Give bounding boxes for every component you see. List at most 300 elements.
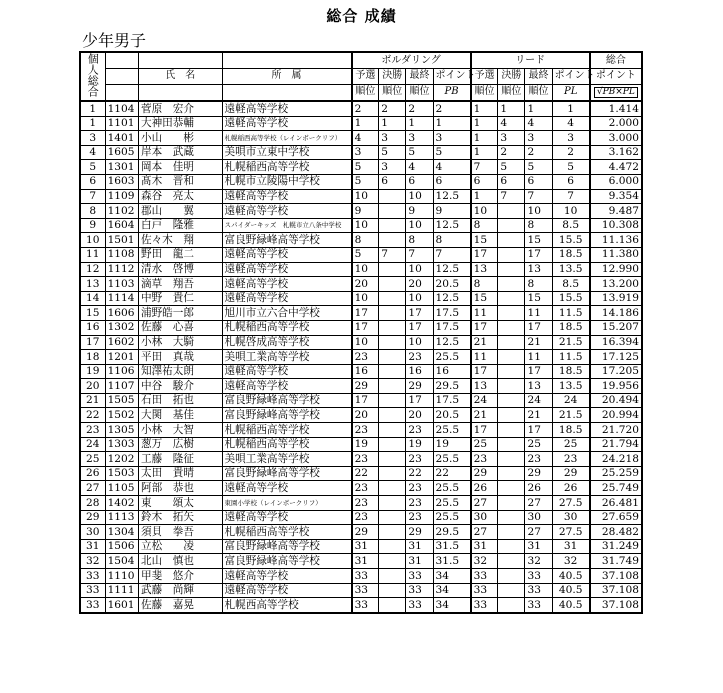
athlete-name-cell: 中野 貴仁 (138, 291, 222, 306)
overall-score-cell: 13.919 (590, 291, 642, 306)
table-row (80, 320, 642, 335)
l-last-cell: 21 (525, 335, 552, 350)
bib-cell: 1506 (105, 539, 138, 554)
l-qualifying-cell: 33 (471, 583, 498, 598)
b-qualifying-cell: 20 (352, 277, 379, 292)
b-qualifying-cell: 20 (352, 408, 379, 423)
b-qualifying-cell: 23 (352, 423, 379, 438)
athlete-name-cell: 野田 龍二 (138, 247, 222, 262)
affiliation-cell: 富良野緑峰高等学校 (222, 408, 352, 423)
b-qualifying-cell: 23 (352, 481, 379, 496)
b-point-cell: 29.5 (433, 379, 471, 394)
rank-cell: 28 (80, 496, 105, 511)
l-point-cell: 10 (552, 204, 590, 219)
header-row-1 (80, 52, 642, 69)
l-last-cell: 24 (525, 393, 552, 408)
l-final-cell (498, 598, 525, 613)
bib-cell: 1606 (105, 306, 138, 321)
l-last-cell: 13 (525, 262, 552, 277)
l-final-cell: 2 (498, 145, 525, 160)
overall-header: 総合 (590, 52, 642, 69)
b-final-cell (379, 335, 406, 350)
l-point-cell: 27.5 (552, 525, 590, 540)
b-point-cell: 12.5 (433, 218, 471, 233)
l-last-cell: 15 (525, 233, 552, 248)
athlete-name-cell: 平田 真哉 (138, 350, 222, 365)
affiliation-header: 所 属 (222, 69, 352, 85)
affiliation-cell: 美唄工業高等学校 (222, 350, 352, 365)
table-row (80, 306, 642, 321)
l-last-cell: 27 (525, 525, 552, 540)
l-point-cell: 26 (552, 481, 590, 496)
l-last-cell: 23 (525, 452, 552, 467)
overall-score-cell: 14.186 (590, 306, 642, 321)
affiliation-cell: 札幌西高等学校 (222, 598, 352, 613)
rank-cell: 32 (80, 554, 105, 569)
bib-cell: 1108 (105, 247, 138, 262)
affiliation-cell: 美唄市立東中学校 (222, 145, 352, 160)
l-point-cell: 31 (552, 539, 590, 554)
rank-cell: 9 (80, 218, 105, 233)
b-last-cell: 3 (406, 131, 433, 146)
table-row (80, 233, 642, 248)
l-qualifying-cell: 27 (471, 496, 498, 511)
l-final-cell (498, 291, 525, 306)
l-final-cell: 1 (498, 101, 525, 116)
bib-cell: 1601 (105, 598, 138, 613)
l-qualifying-cell: 13 (471, 262, 498, 277)
athlete-name-cell: 葱万 広樹 (138, 437, 222, 452)
bib-cell: 1109 (105, 189, 138, 204)
l-final-cell (498, 320, 525, 335)
b-qualifying-cell: 23 (352, 350, 379, 365)
l-final-cell (498, 277, 525, 292)
b-final-cell (379, 189, 406, 204)
l-point-cell: 13.5 (552, 379, 590, 394)
l-qualifying-cell: 31 (471, 539, 498, 554)
table-row (80, 101, 642, 116)
l-last-cell: 15 (525, 291, 552, 306)
affiliation-cell: 札幌稲西高等学校 (222, 320, 352, 335)
overall-score-cell: 31.749 (590, 554, 642, 569)
table-row (80, 247, 642, 262)
l-point-cell: 1 (552, 101, 590, 116)
l-last-cell: 17 (525, 320, 552, 335)
rank-cell: 15 (80, 306, 105, 321)
rank-cell: 33 (80, 569, 105, 584)
rank-cell: 1 (80, 116, 105, 131)
b-qualifying-cell: 3 (352, 145, 379, 160)
athlete-name-cell: 甲斐 悠介 (138, 569, 222, 584)
rank-cell: 29 (80, 510, 105, 525)
l-final-cell (498, 466, 525, 481)
rank-cell: 26 (80, 466, 105, 481)
category-heading: 少年男子 (82, 31, 147, 50)
l-qualifying-cell: 29 (471, 466, 498, 481)
b-point-cell: 5 (433, 145, 471, 160)
table-row (80, 598, 642, 613)
l-last-cell: 13 (525, 379, 552, 394)
b-last-cell: 33 (406, 598, 433, 613)
affiliation-cell: 遠軽高等学校 (222, 379, 352, 394)
l-point-cell: 8.5 (552, 218, 590, 233)
l-point-cell: 21.5 (552, 408, 590, 423)
bib-cell: 1302 (105, 320, 138, 335)
b-qualifying-cell: 4 (352, 131, 379, 146)
b-final-cell: 3 (379, 160, 406, 175)
l-final-cell: 6 (498, 174, 525, 189)
b-last-cell: 29 (406, 379, 433, 394)
athlete-name-cell: 浦野皓一郎 (138, 306, 222, 321)
b-qualifying-cell: 23 (352, 496, 379, 511)
table-row (80, 189, 642, 204)
l-final-cell: 4 (498, 116, 525, 131)
l-point-cell: 15.5 (552, 291, 590, 306)
b-final-cell: 3 (379, 131, 406, 146)
athlete-name-cell: 森谷 亮太 (138, 189, 222, 204)
b-qualifying-cell: 16 (352, 364, 379, 379)
b-point-cell: 25.5 (433, 496, 471, 511)
table-row (80, 379, 642, 394)
affiliation-cell: 札幌啓成高等学校 (222, 335, 352, 350)
l-qualifying-cell: 17 (471, 247, 498, 262)
b-qualifying-cell: 5 (352, 174, 379, 189)
rank-cell: 27 (80, 481, 105, 496)
l-qualifying-rank-header: 順位 (471, 84, 498, 101)
b-final-cell (379, 525, 406, 540)
b-final-rank-header: 順位 (379, 84, 406, 101)
b-last-cell: 10 (406, 335, 433, 350)
b-final-cell (379, 277, 406, 292)
b-point-cell: 25.5 (433, 510, 471, 525)
name-header: 氏 名 (138, 69, 222, 85)
bib-cell: 1202 (105, 452, 138, 467)
b-point-cell: 31.5 (433, 554, 471, 569)
b-qualifying-cell: 10 (352, 291, 379, 306)
b-qualifying-cell: 31 (352, 554, 379, 569)
bib-cell: 1502 (105, 408, 138, 423)
l-qualifying-cell: 8 (471, 218, 498, 233)
rank-cell: 25 (80, 452, 105, 467)
b-qualifying-rank-header: 順位 (352, 84, 379, 101)
b-last-cell: 23 (406, 481, 433, 496)
athlete-name-cell: 岡本 佳明 (138, 160, 222, 175)
affiliation-cell: 遠軽高等学校 (222, 277, 352, 292)
b-qualifying-cell: 29 (352, 525, 379, 540)
athlete-name-cell: 佐藤 嘉晃 (138, 598, 222, 613)
l-point-cell: 7 (552, 189, 590, 204)
rank-cell: 19 (80, 364, 105, 379)
affiliation-cell: 札幌市立陵陽中学校 (222, 174, 352, 189)
b-final-cell (379, 510, 406, 525)
table-row (80, 496, 642, 511)
bib-cell: 1504 (105, 554, 138, 569)
l-qualifying-cell: 11 (471, 350, 498, 365)
affiliation-cell: 東園小学校（レインボークリフ） (222, 496, 352, 511)
bib-cell: 1111 (105, 583, 138, 598)
b-qualifying-cell: 29 (352, 379, 379, 394)
l-last-cell: 17 (525, 423, 552, 438)
rank-cell: 18 (80, 350, 105, 365)
b-final-cell (379, 204, 406, 219)
b-point-cell: 2 (433, 101, 471, 116)
table-row (80, 437, 642, 452)
bib-cell: 1304 (105, 525, 138, 540)
l-point-cell: 4 (552, 116, 590, 131)
affiliation-cell: 遠軽高等学校 (222, 116, 352, 131)
b-qualifying-cell: 23 (352, 452, 379, 467)
b-final-cell (379, 393, 406, 408)
bib-cell: 1105 (105, 481, 138, 496)
l-point-cell: 23 (552, 452, 590, 467)
l-final-cell: 3 (498, 131, 525, 146)
bib-cell: 1114 (105, 291, 138, 306)
l-final-cell (498, 437, 525, 452)
b-last-cell: 17 (406, 393, 433, 408)
b-last-cell: 23 (406, 510, 433, 525)
athlete-name-cell: 阿部 恭也 (138, 481, 222, 496)
l-last-cell: 17 (525, 364, 552, 379)
l-last-cell: 29 (525, 466, 552, 481)
b-point-cell: 22 (433, 466, 471, 481)
affiliation-cell: 遠軽高等学校 (222, 101, 352, 116)
table-row (80, 335, 642, 350)
b-last-cell: 20 (406, 408, 433, 423)
athlete-name-cell: 佐藤 心喜 (138, 320, 222, 335)
l-point-cell: 18.5 (552, 247, 590, 262)
b-qualifying-cell: 23 (352, 510, 379, 525)
affiliation-cell: 富良野緑峰高等学校 (222, 233, 352, 248)
b-last-cell: 6 (406, 174, 433, 189)
affiliation-cell: 富良野緑峰高等学校 (222, 466, 352, 481)
overall-score-cell: 12.990 (590, 262, 642, 277)
b-final-cell: 6 (379, 174, 406, 189)
b-last-cell: 23 (406, 423, 433, 438)
overall-score-cell: 37.108 (590, 569, 642, 584)
l-point-cell: 40.5 (552, 569, 590, 584)
pl-header: PL (552, 84, 590, 101)
athlete-name-cell: 大神田恭輔 (138, 116, 222, 131)
l-last-cell: 11 (525, 306, 552, 321)
b-qualifying-cell: 2 (352, 101, 379, 116)
b-final-cell: 2 (379, 101, 406, 116)
b-final-cell (379, 452, 406, 467)
table-row (80, 466, 642, 481)
b-final-cell (379, 569, 406, 584)
table-row (80, 262, 642, 277)
rank-cell: 33 (80, 583, 105, 598)
b-last-cell: 29 (406, 525, 433, 540)
l-point-cell: 11.5 (552, 350, 590, 365)
b-point-cell: 4 (433, 160, 471, 175)
table-row (80, 350, 642, 365)
overall-score-cell: 4.472 (590, 160, 642, 175)
athlete-name-cell: 太田 貴晴 (138, 466, 222, 481)
affiliation-cell: 富良野緑峰高等学校 (222, 554, 352, 569)
l-qualifying-cell: 27 (471, 525, 498, 540)
overall-score-cell: 10.308 (590, 218, 642, 233)
b-qualifying-cell: 10 (352, 189, 379, 204)
l-point-cell: 2 (552, 145, 590, 160)
header-row-2 (80, 69, 642, 85)
l-qualifying-header: 予選 (471, 69, 498, 85)
b-point-cell: 34 (433, 569, 471, 584)
bib-cell: 1110 (105, 569, 138, 584)
table-row (80, 510, 642, 525)
l-qualifying-cell: 23 (471, 452, 498, 467)
athlete-name-cell: 髙木 晋和 (138, 174, 222, 189)
l-final-cell (498, 583, 525, 598)
affiliation-cell: 札幌稲西高等学校 (222, 160, 352, 175)
b-point-cell: 34 (433, 598, 471, 613)
b-last-header: 最終 (406, 69, 433, 85)
overall-score-cell: 21.794 (590, 437, 642, 452)
b-last-cell: 31 (406, 554, 433, 569)
l-final-cell (498, 539, 525, 554)
b-point-cell: 17.5 (433, 320, 471, 335)
rank-cell: 21 (80, 393, 105, 408)
bib-cell: 1305 (105, 423, 138, 438)
table-row (80, 116, 642, 131)
athlete-name-cell: 佐々木 翔 (138, 233, 222, 248)
bib-cell: 1602 (105, 335, 138, 350)
l-qualifying-cell: 15 (471, 233, 498, 248)
l-last-cell: 5 (525, 160, 552, 175)
affiliation-cell: 遠軽高等学校 (222, 204, 352, 219)
table-row (80, 174, 642, 189)
lead-header: リード (471, 52, 590, 69)
b-final-cell (379, 262, 406, 277)
b-last-cell: 17 (406, 306, 433, 321)
b-point-cell: 19 (433, 437, 471, 452)
athlete-name-cell: 北山 慎也 (138, 554, 222, 569)
l-qualifying-cell: 17 (471, 423, 498, 438)
b-point-cell: 29.5 (433, 525, 471, 540)
b-last-cell: 10 (406, 218, 433, 233)
bib-cell: 1402 (105, 496, 138, 511)
l-final-cell (498, 379, 525, 394)
b-final-cell (379, 306, 406, 321)
bib-cell: 1401 (105, 131, 138, 146)
b-final-cell (379, 481, 406, 496)
rank-cell: 12 (80, 262, 105, 277)
l-qualifying-cell: 10 (471, 204, 498, 219)
b-qualifying-cell: 22 (352, 466, 379, 481)
header-row-3 (80, 84, 642, 101)
b-final-cell (379, 423, 406, 438)
overall-score-cell: 25.259 (590, 466, 642, 481)
b-point-cell: 34 (433, 583, 471, 598)
l-last-cell: 33 (525, 583, 552, 598)
rank-cell: 14 (80, 291, 105, 306)
l-final-cell: 5 (498, 160, 525, 175)
l-point-cell: 8.5 (552, 277, 590, 292)
athlete-name-cell: 須貝 拳吾 (138, 525, 222, 540)
table-row (80, 131, 642, 146)
overall-score-cell: 20.494 (590, 393, 642, 408)
l-qualifying-cell: 33 (471, 569, 498, 584)
b-final-cell (379, 364, 406, 379)
l-point-cell: 18.5 (552, 364, 590, 379)
b-last-cell: 23 (406, 350, 433, 365)
affiliation-cell: 札幌稲西高等学校 (222, 525, 352, 540)
b-final-cell: 7 (379, 247, 406, 262)
b-last-cell: 16 (406, 364, 433, 379)
l-final-cell (498, 452, 525, 467)
affiliation-cell: 札幌稲西高等学校 (222, 423, 352, 438)
rank-cell: 5 (80, 160, 105, 175)
rank-cell: 17 (80, 335, 105, 350)
bib-cell: 1106 (105, 364, 138, 379)
l-qualifying-cell: 21 (471, 408, 498, 423)
table-row (80, 408, 642, 423)
l-last-cell: 27 (525, 496, 552, 511)
rank-cell: 24 (80, 437, 105, 452)
l-point-cell: 40.5 (552, 598, 590, 613)
overall-formula-header: √PB×PL (590, 84, 642, 101)
b-point-cell: 8 (433, 233, 471, 248)
b-qualifying-cell: 9 (352, 204, 379, 219)
b-point-cell: 3 (433, 131, 471, 146)
b-last-cell: 2 (406, 101, 433, 116)
bib-cell: 1303 (105, 437, 138, 452)
l-last-cell: 8 (525, 277, 552, 292)
rank-cell: 7 (80, 189, 105, 204)
athlete-name-cell: 郡山 翼 (138, 204, 222, 219)
b-qualifying-cell: 5 (352, 160, 379, 175)
l-final-cell (498, 364, 525, 379)
b-last-cell: 31 (406, 539, 433, 554)
bib-cell: 1112 (105, 262, 138, 277)
rank-cell: 16 (80, 320, 105, 335)
b-point-cell: 20.5 (433, 408, 471, 423)
table-row (80, 145, 642, 160)
affiliation-cell: 遠軽高等学校 (222, 247, 352, 262)
l-final-cell (498, 262, 525, 277)
b-point-cell: 1 (433, 116, 471, 131)
b-qualifying-cell: 10 (352, 262, 379, 277)
l-final-cell (498, 233, 525, 248)
l-last-header: 最終 (525, 69, 552, 85)
table-row (80, 554, 642, 569)
rank-cell: 6 (80, 174, 105, 189)
l-final-cell (498, 423, 525, 438)
l-last-cell: 33 (525, 569, 552, 584)
l-last-cell: 2 (525, 145, 552, 160)
l-point-cell: 30 (552, 510, 590, 525)
l-qualifying-cell: 30 (471, 510, 498, 525)
athlete-name-cell: 工藤 隆征 (138, 452, 222, 467)
table-row (80, 160, 642, 175)
overall-score-cell: 1.414 (590, 101, 642, 116)
overall-score-cell: 19.956 (590, 379, 642, 394)
athlete-name-cell: 滴草 翔吾 (138, 277, 222, 292)
b-point-cell: 25.5 (433, 481, 471, 496)
table-row (80, 204, 642, 219)
b-point-cell: 16 (433, 364, 471, 379)
l-last-cell: 31 (525, 539, 552, 554)
bib-cell: 1505 (105, 393, 138, 408)
athlete-name-cell: 石田 拓也 (138, 393, 222, 408)
l-point-cell: 6 (552, 174, 590, 189)
b-final-cell (379, 379, 406, 394)
l-last-cell: 17 (525, 247, 552, 262)
b-point-cell: 6 (433, 174, 471, 189)
b-final-cell (379, 539, 406, 554)
athlete-name-cell: 白戸 隆雅 (138, 218, 222, 233)
athlete-name-cell: 大関 基佳 (138, 408, 222, 423)
b-point-cell: 12.5 (433, 335, 471, 350)
